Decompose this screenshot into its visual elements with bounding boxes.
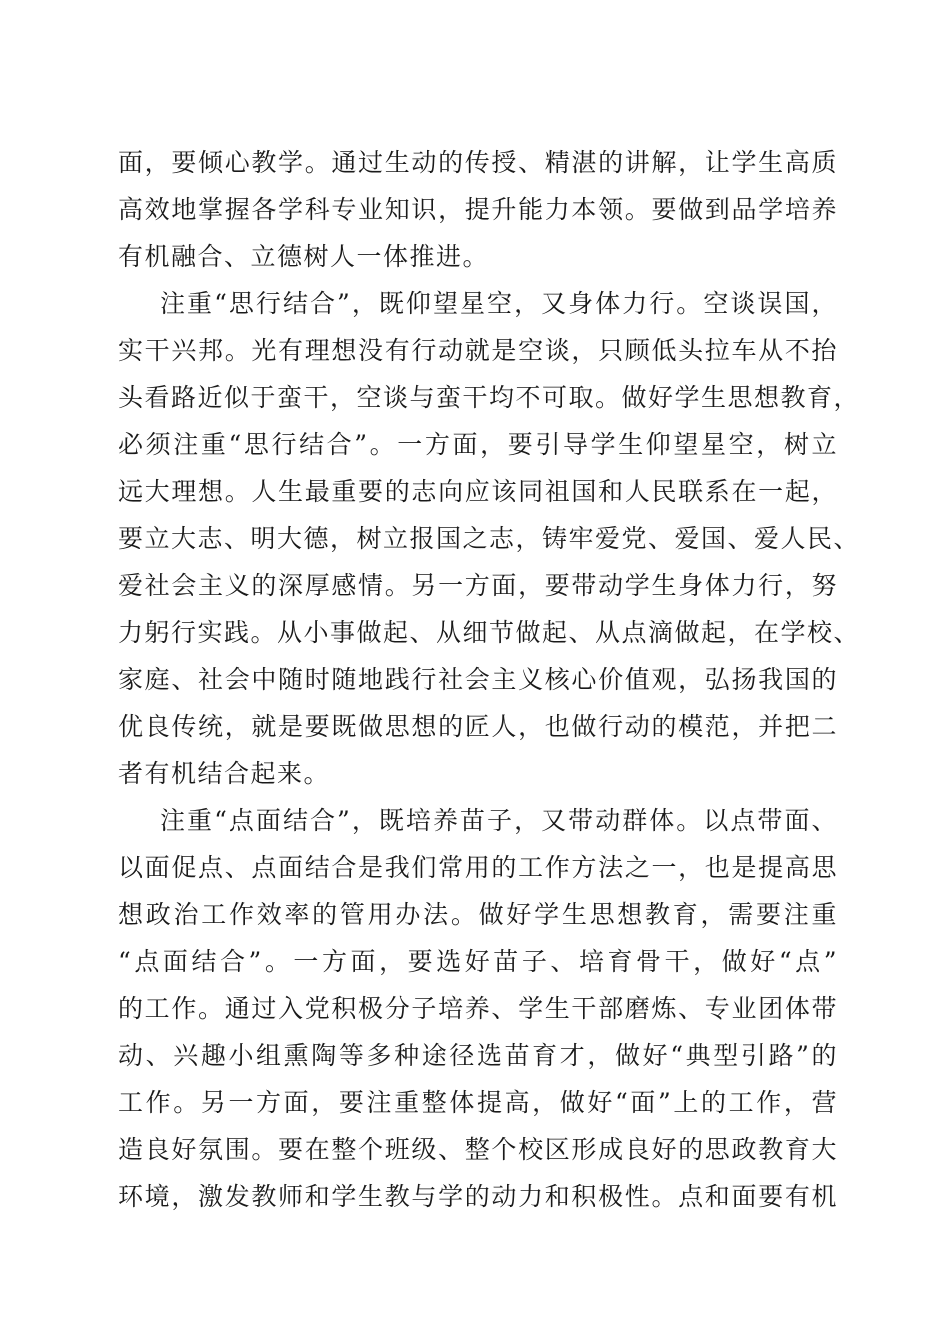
text-line: 力躬行实践。从小事做起、从细节做起、从点滴做起，在学校、 xyxy=(118,618,861,647)
text-line: 爱社会主义的深厚感情。另一方面，要带动学生身体力行，努 xyxy=(118,571,838,600)
paragraph-start-line: 注重“点面结合”，既培养苗子，又带动群体。以点带面、 xyxy=(160,806,838,835)
paragraph-start-line: 注重“思行结合”，既仰望星空，又身体力行。空谈误国， xyxy=(160,289,838,318)
text-line: 实干兴邦。光有理想没有行动就是空谈，只顾低头拉车从不抬 xyxy=(118,336,838,365)
text-line: 远大理想。人生最重要的志向应该同祖国和人民联系在一起， xyxy=(118,477,838,506)
text-line: 的工作。通过入党积极分子培养、学生干部磨炼、专业团体带 xyxy=(118,994,838,1023)
text-line: 面，要倾心教学。通过生动的传授、精湛的讲解，让学生高质 xyxy=(118,148,838,177)
text-line: “点面结合”。一方面，要选好苗子、培育骨干，做好“点” xyxy=(118,947,838,976)
text-line: 造良好氛围。要在整个班级、整个校区形成良好的思政教育大 xyxy=(118,1135,838,1164)
text-line: 者有机结合起来。 xyxy=(118,759,331,788)
text-line: 想政治工作效率的管用办法。做好学生思想教育，需要注重 xyxy=(118,900,838,929)
text-line: 要立大志、明大德，树立报国之志，铸牢爱党、爱国、爱人民、 xyxy=(118,524,861,553)
text-line: 环境，激发教师和学生教与学的动力和积极性。点和面要有机 xyxy=(118,1182,838,1211)
text-line: 头看路近似于蛮干，空谈与蛮干均不可取。做好学生思想教育， xyxy=(118,383,861,412)
text-line: 工作。另一方面，要注重整体提高，做好“面”上的工作，营 xyxy=(118,1088,838,1117)
text-line: 以面促点、点面结合是我们常用的工作方法之一，也是提高思 xyxy=(118,853,838,882)
text-line: 优良传统，就是要既做思想的匠人，也做行动的模范，并把二 xyxy=(118,712,838,741)
text-line: 动、兴趣小组熏陶等多种途径选苗育才，做好“典型引路”的 xyxy=(118,1041,838,1070)
text-line: 高效地掌握各学科专业知识，提升能力本领。要做到品学培养 xyxy=(118,195,838,224)
text-line: 家庭、社会中随时随地践行社会主义核心价值观，弘扬我国的 xyxy=(118,665,838,694)
text-line: 必须注重“思行结合”。一方面，要引导学生仰望星空，树立 xyxy=(118,430,838,459)
text-line: 有机融合、立德树人一体推进。 xyxy=(118,242,490,271)
